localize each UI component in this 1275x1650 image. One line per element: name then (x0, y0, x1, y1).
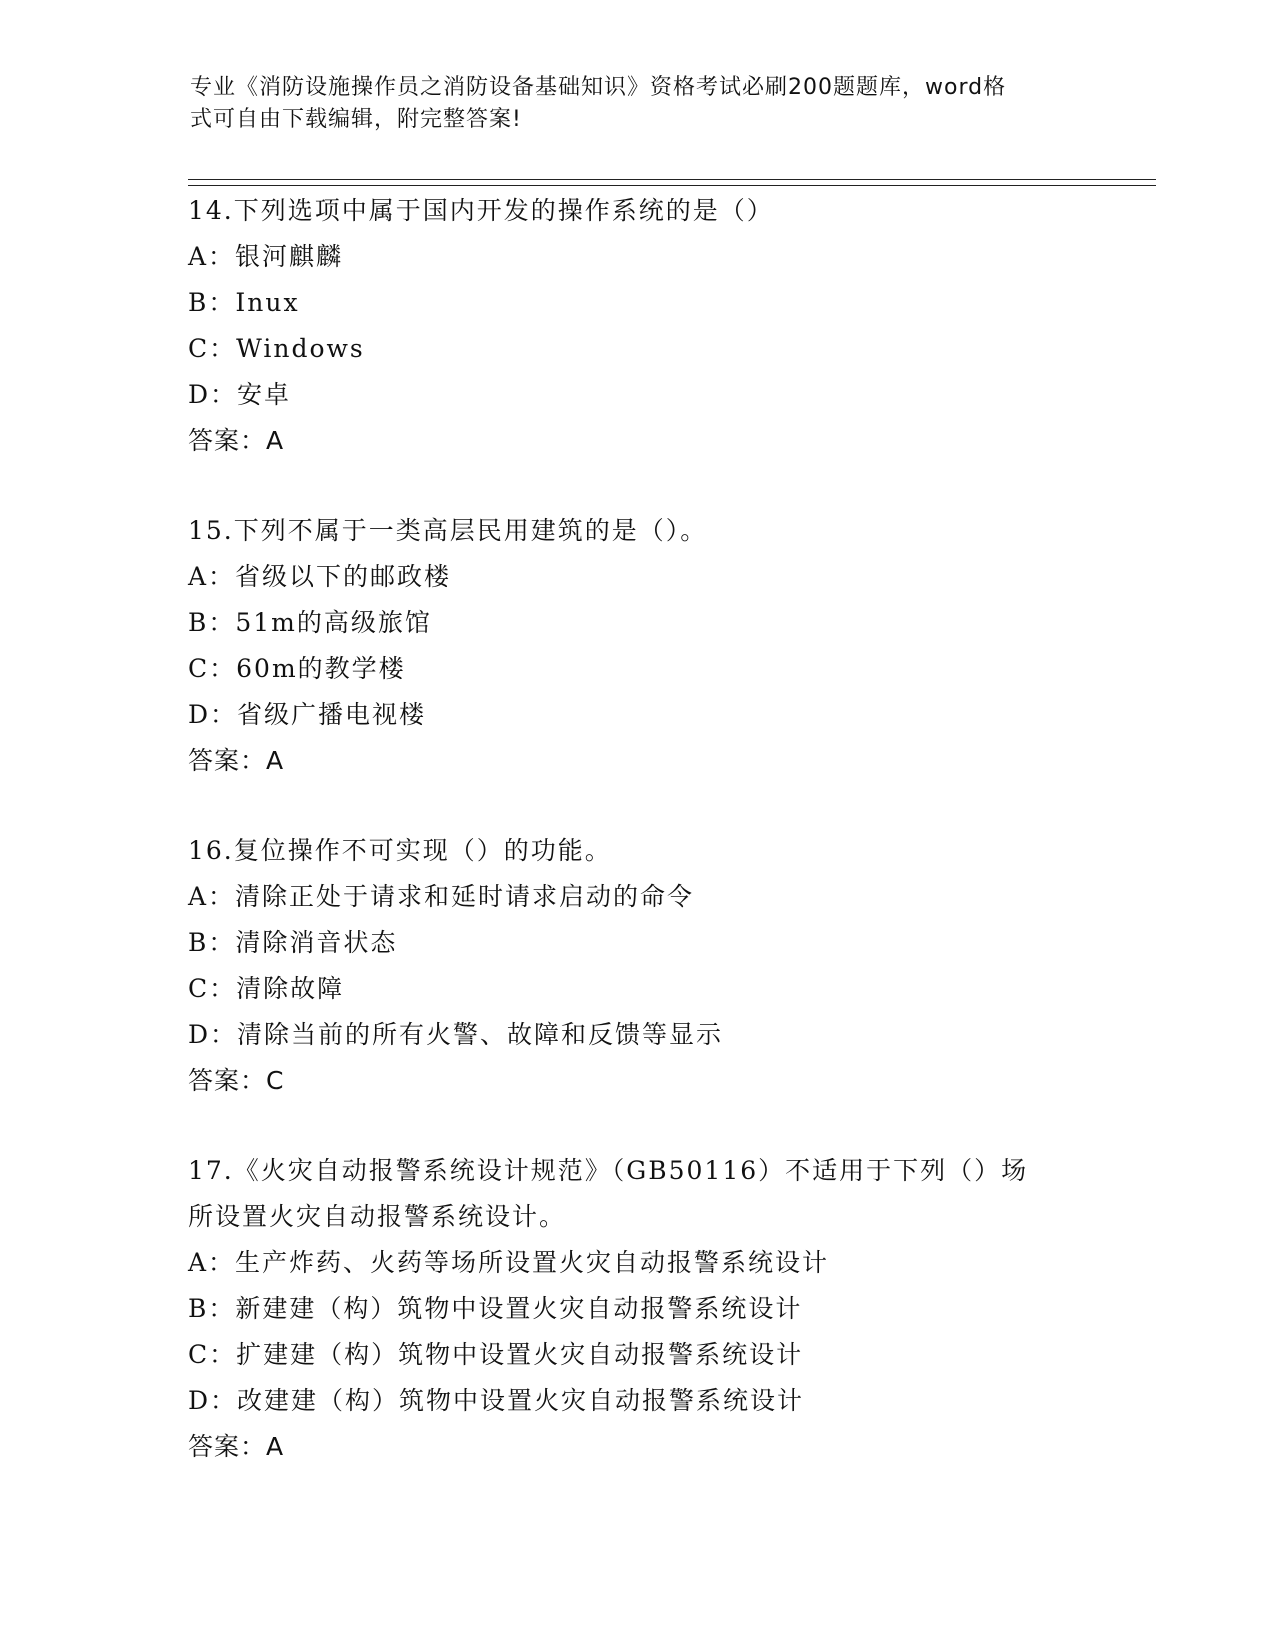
option-c: C：60m的教学楼 (188, 654, 406, 683)
option-b: B：新建建（构）筑物中设置火灾自动报警系统设计 (188, 1294, 803, 1323)
answer: 答案：A (188, 426, 285, 455)
option-a: A：生产炸药、火药等场所设置火灾自动报警系统设计 (188, 1248, 830, 1277)
question-stem: 15.下列不属于一类高层民用建筑的是（）。 (188, 516, 708, 545)
document-header (190, 72, 1070, 136)
question-15 (188, 508, 1088, 784)
option-b: B：51m的高级旅馆 (188, 608, 432, 637)
option-d: D：清除当前的所有火警、故障和反馈等显示 (188, 1020, 724, 1049)
answer: 答案：C (188, 1066, 285, 1095)
option-c: C：清除故障 (188, 974, 345, 1003)
option-d: D：安卓 (188, 380, 292, 409)
question-17 (188, 1148, 1088, 1470)
option-d: D：改建建（构）筑物中设置火灾自动报警系统设计 (188, 1386, 805, 1415)
question-stem-line-2: 所设置火灾自动报警系统设计。 (188, 1202, 567, 1231)
option-d: D：省级广播电视楼 (188, 700, 427, 729)
question-stem-line-1: 17.《火灾自动报警系统设计规范》（GB50116）不适用于下列（）场 (188, 1156, 1029, 1185)
header-rule-top (188, 179, 1156, 180)
answer: 答案：A (188, 1432, 285, 1461)
question-14 (188, 188, 1088, 464)
option-a: A：银河麒麟 (188, 242, 344, 271)
option-c: C：Windows (188, 334, 365, 363)
option-c: C：扩建建（构）筑物中设置火灾自动报警系统设计 (188, 1340, 804, 1369)
header-rule-bottom (188, 185, 1156, 186)
header-line-2: 式可自由下载编辑，附完整答案! (190, 107, 522, 132)
option-a: A：清除正处于请求和延时请求启动的命令 (188, 882, 695, 911)
option-b: B：Inux (188, 288, 300, 317)
option-a: A：省级以下的邮政楼 (188, 562, 452, 591)
answer: 答案：A (188, 746, 285, 775)
question-16 (188, 828, 1088, 1104)
option-b: B：清除消音状态 (188, 928, 398, 957)
question-stem: 16.复位操作不可实现（）的功能。 (188, 836, 612, 865)
question-stem: 14.下列选项中属于国内开发的操作系统的是（） (188, 196, 774, 225)
header-line-1: 专业《消防设施操作员之消防设备基础知识》资格考试必刷200题题库，word格 (190, 75, 1007, 100)
